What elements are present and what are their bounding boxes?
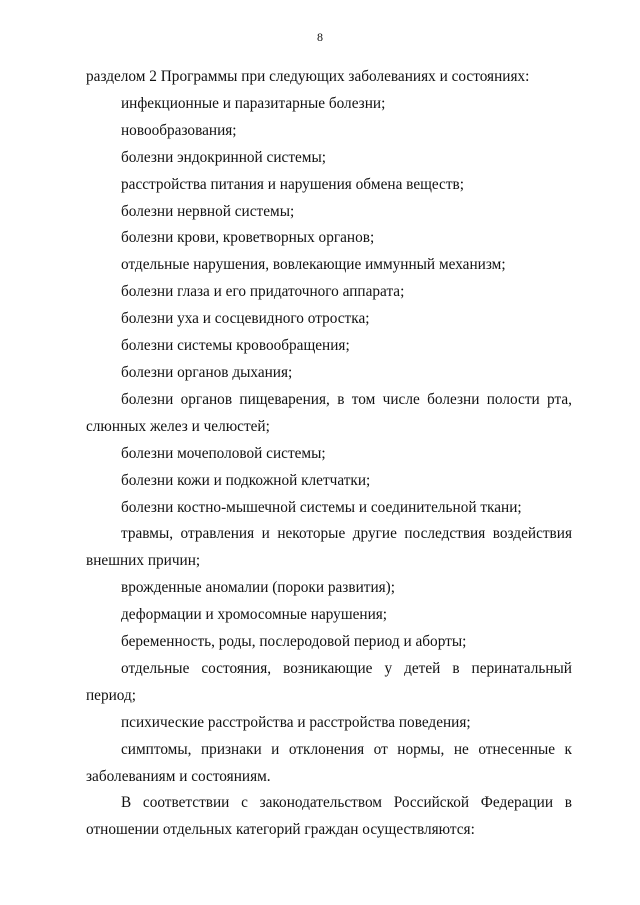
list-item: болезни органов дыхания;	[121, 363, 293, 381]
list-item: врожденные аномалии (пороки развития);	[121, 579, 396, 597]
list-item: болезни кожи и подкожной клетчатки;	[121, 471, 371, 489]
intro-paragraph: разделом 2 Программы при следующих заболеваниях и состояниях:	[86, 68, 530, 85]
list-item: инфекционные и паразитарные болезни;	[121, 94, 386, 112]
list-item: травмы, отравления и некоторые другие последствия воздействия внешних причин;	[86, 525, 572, 570]
list-item: болезни системы кровообращения;	[121, 337, 350, 355]
list-item: новообразования;	[121, 121, 237, 139]
list-item: деформации и хромосомные нарушения;	[121, 606, 388, 624]
closing-paragraph: В соответствии с законодательством Российской Федерации в отношении отдельных категорий граждан осуществляются:	[86, 794, 572, 839]
list-item: расстройства питания и нарушения обмена веществ;	[121, 175, 464, 193]
list-item: беременность, роды, послеродовой период и аборты;	[121, 633, 467, 651]
list-item: болезни уха и сосцевидного отростка;	[121, 310, 370, 328]
list-item: отдельные состояния, возникающие у детей в перинатальный период;	[86, 659, 572, 704]
document-body	[86, 64, 572, 844]
list-item: болезни крови, кроветворных органов;	[121, 229, 375, 247]
list-item: отдельные нарушения, вовлекающие иммунный механизм;	[121, 256, 506, 274]
list-item: болезни мочеполовой системы;	[121, 444, 326, 462]
list-item: болезни нервной системы;	[121, 202, 295, 220]
list-item: болезни костно-мышечной системы и соединительной ткани;	[121, 498, 522, 516]
list-item: симптомы, признаки и отклонения от нормы, не отнесенные к заболеваниям и состояниям.	[86, 740, 572, 785]
list-item: болезни эндокринной системы;	[121, 148, 327, 166]
list-item: болезни глаза и его придаточного аппарата;	[121, 283, 405, 301]
list-item: психические расстройства и расстройства поведения;	[121, 713, 471, 731]
list-item: болезни органов пищеварения, в том числе болезни полости рта, слюнных желез и челюстей;	[86, 390, 572, 435]
page-number: 8	[317, 30, 323, 44]
